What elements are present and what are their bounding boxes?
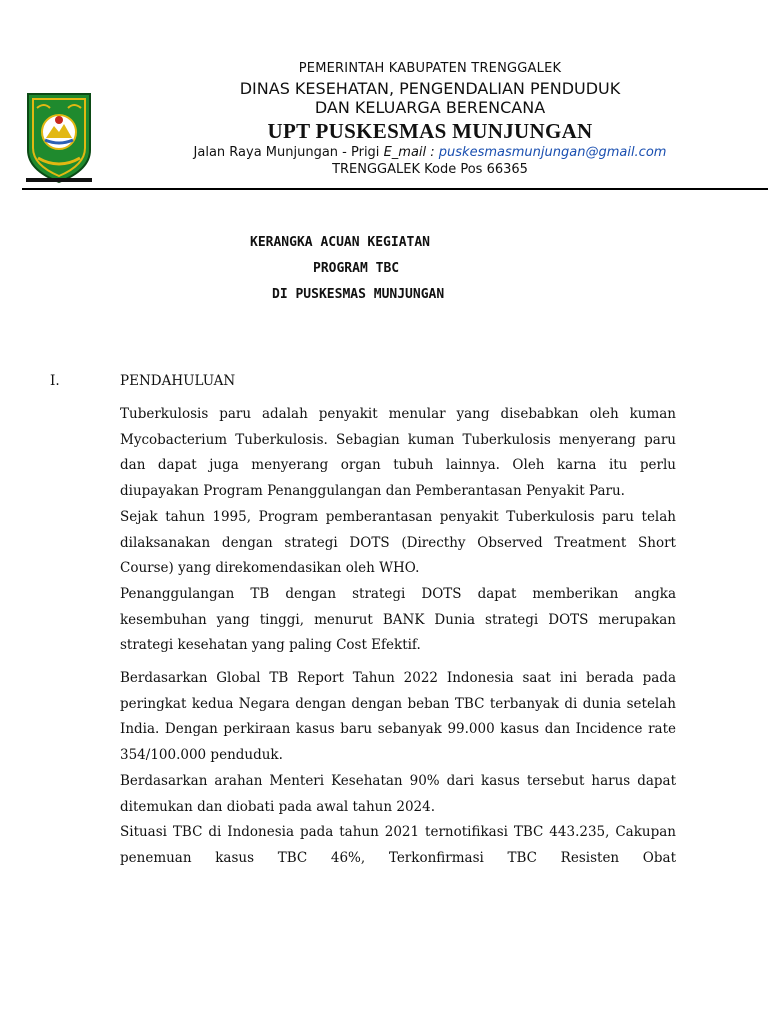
letterhead-divider (22, 188, 768, 190)
department-name-cont: DAN KELUARGA BERENCANA (314, 98, 546, 117)
city-postal-code: TRENGGALEK Kode Pos 66365 (332, 162, 528, 177)
government-name: PEMERINTAH KABUPATEN TRENGGALEK (298, 61, 562, 76)
section-title: PENDAHULUAN (120, 373, 236, 389)
paragraph: Tuberkulosis paru adalah penyakit menular yang disebabkan oleh kuman Mycobacterium Tuberkulosis. Sebagian kuman Tuberkulosis menyerang paru dan dapat juga menyerang organ tubuh lainnya. Oleh karna itu perlu diupayakan Program Penanggulangan dan Pemberantasan Penyakit Paru. (120, 406, 676, 500)
paragraph: Situasi TBC di Indonesia pada tahun 2021 ternotifikasi TBC 443.235, Cakupan penemuan kasus TBC 46%, Terkonfirmasi TBC Resisten Obat (120, 824, 676, 866)
address-line (160, 145, 700, 160)
address-text: Jalan Raya Munjungan - Prigi (193, 145, 384, 160)
paragraph: Berdasarkan Global TB Report Tahun 2022 Indonesia saat ini berada pada peringkat kedua Negara dengan dengan beban TBC terbanyak di dunia setelah India. Dengan perkiraan kasus baru sebanyak 99.000 kasus dan Incidence rate 354/100.000 penduduk. (120, 670, 676, 764)
letterhead (0, 0, 768, 195)
paragraph: Sejak tahun 1995, Program pemberantasan penyakit Tuberkulosis paru telah dilaksanakan dengan strategi DOTS (Directhy Observed Treatment Short Course) yang direkomendasikan oleh WHO. (120, 508, 676, 577)
paragraph: Berdasarkan arahan Menteri Kesehatan 90% dari kasus tersebut harus dapat ditemukan dan diobati pada awal tahun 2024. (120, 772, 676, 815)
kabupaten-trenggalek-logo (20, 88, 98, 186)
document-title-line-2: PROGRAM TBC (313, 261, 400, 276)
organization-name: UPT PUSKESMAS MUNJUNGAN (267, 119, 593, 143)
section-body (120, 402, 676, 872)
department-name: DINAS KESEHATAN, PENGENDALIAN PENDUDUK (239, 79, 621, 98)
document-title-line-3: DI PUSKESMAS MUNJUNGAN (272, 287, 445, 302)
section-number: I. (50, 373, 60, 389)
email-address: puskesmasmunjungan@gmail.com (434, 145, 667, 160)
paragraph: Penanggulangan TB dengan strategi DOTS dapat memberikan angka kesembuhan yang tinggi, menurut BANK Dunia strategi DOTS merupakan strategi kesehatan yang paling Cost Efektif. (120, 585, 676, 654)
email-label: E_mail : (383, 145, 435, 160)
document-title-line-1: KERANGKA ACUAN KEGIATAN (250, 235, 431, 250)
